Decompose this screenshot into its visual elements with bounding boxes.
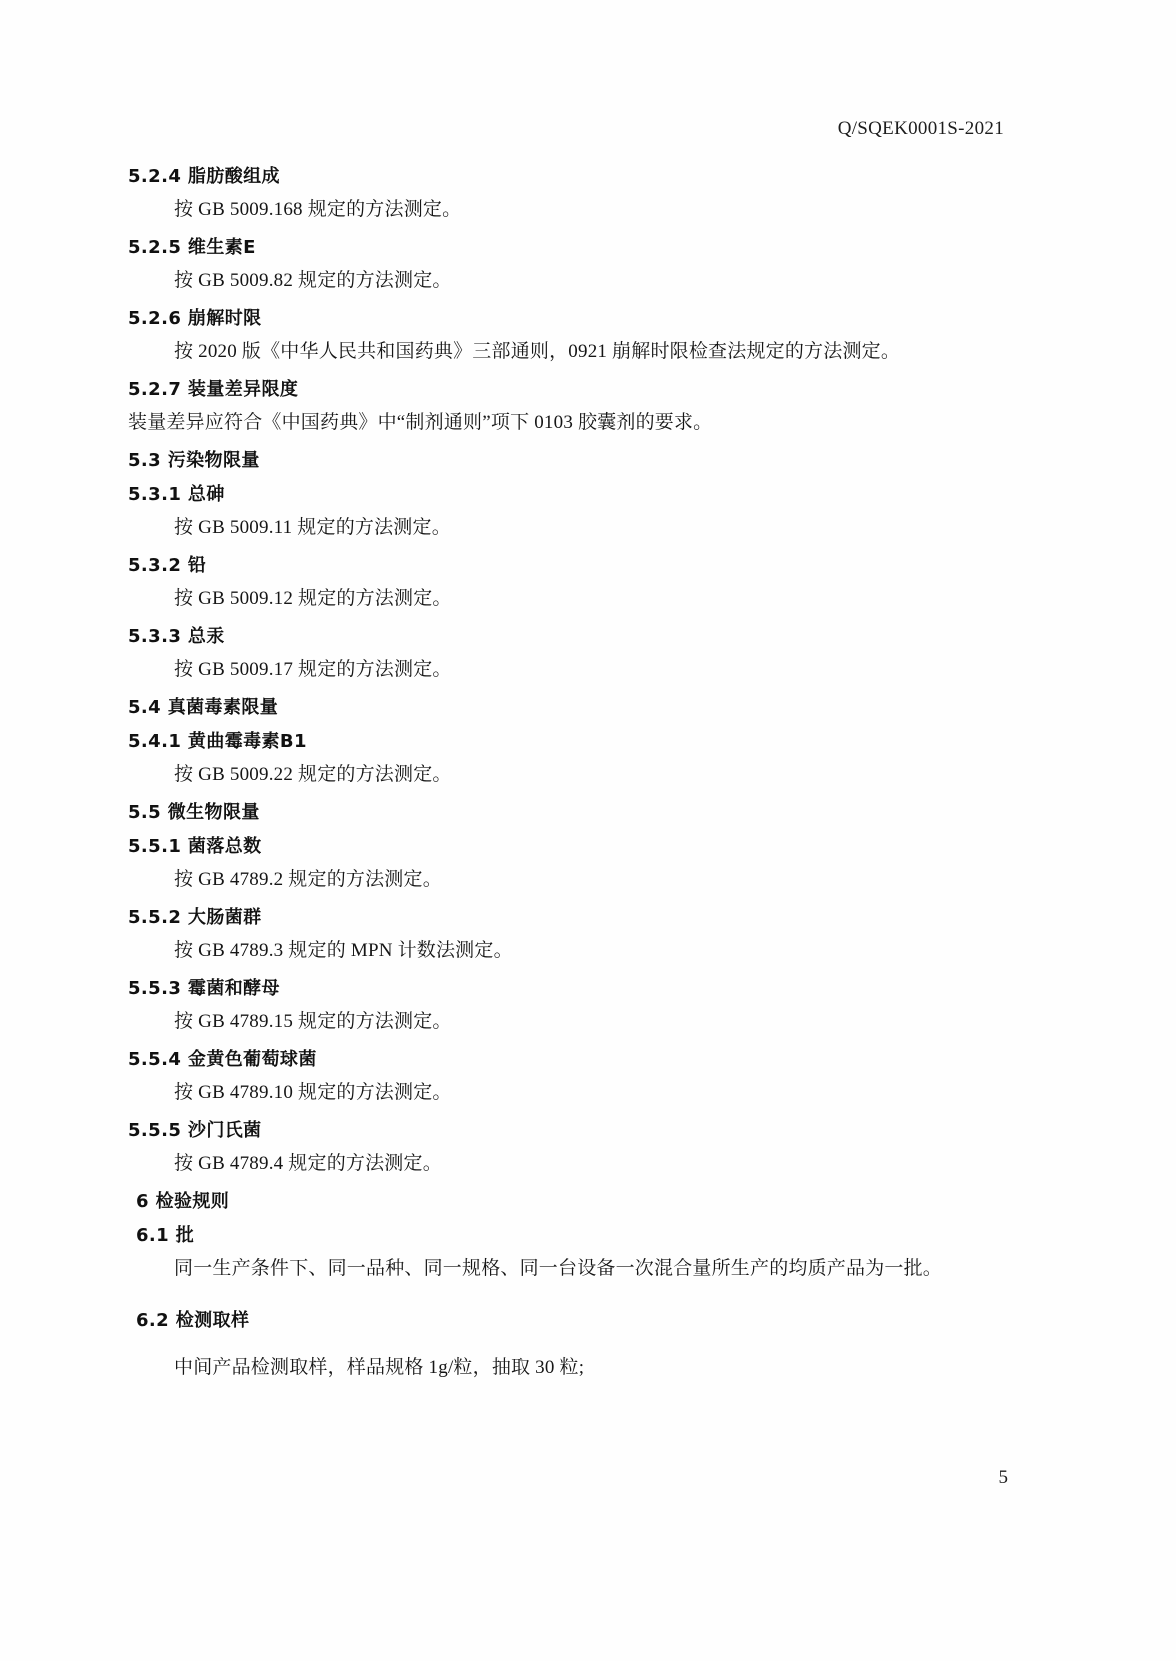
section-5-3-3	[128, 622, 1008, 681]
section-5-5-2	[128, 903, 1008, 962]
section-6-1	[128, 1221, 1008, 1280]
section-body: 按 GB 4789.10 规定的方法测定。	[174, 1082, 452, 1103]
section-heading: 5.5.5 沙门氏菌	[128, 1120, 262, 1141]
section-body: 按 2020 版《中华人民共和国药典》三部通则，0921 崩解时限检查法规定的方法测定。	[174, 341, 901, 362]
section-heading: 5.5.2 大肠菌群	[128, 907, 262, 928]
section-5-2-7	[128, 375, 1008, 434]
section-5-5-1	[128, 832, 1008, 891]
section-body: 按 GB 4789.2 规定的方法测定。	[174, 869, 442, 890]
section-heading: 5.4.1 黄曲霉毒素B1	[128, 731, 307, 752]
section-heading: 5.3 污染物限量	[128, 450, 260, 471]
section-body: 按 GB 4789.3 规定的 MPN 计数法测定。	[174, 940, 513, 961]
section-heading: 5.2.4 脂肪酸组成	[128, 166, 280, 187]
section-5-5-5	[128, 1116, 1008, 1175]
section-heading: 5.2.7 装量差异限度	[128, 379, 299, 400]
section-body: 按 GB 5009.11 规定的方法测定。	[174, 517, 451, 538]
section-body: 按 GB 5009.12 规定的方法测定。	[174, 588, 452, 609]
section-body: 按 GB 5009.82 规定的方法测定。	[174, 270, 452, 291]
section-body: 按 GB 4789.4 规定的方法测定。	[174, 1153, 442, 1174]
section-heading: 6 检验规则	[136, 1191, 230, 1212]
section-5-4	[128, 693, 1008, 719]
section-5-2-4	[128, 162, 1008, 221]
section-heading: 5.2.5 维生素E	[128, 237, 256, 258]
section-body: 按 GB 4789.15 规定的方法测定。	[174, 1011, 452, 1032]
section-heading: 5.3.1 总砷	[128, 484, 225, 505]
section-6	[128, 1187, 1008, 1213]
section-6-2	[128, 1306, 1008, 1379]
section-heading: 6.2 检测取样	[136, 1310, 250, 1331]
section-body: 同一生产条件下、同一品种、同一规格、同一台设备一次混合量所生产的均质产品为一批。	[174, 1258, 943, 1279]
spacer	[128, 1292, 1008, 1306]
page-content	[128, 118, 1008, 1391]
section-5-2-5	[128, 233, 1008, 292]
section-5-4-1	[128, 727, 1008, 786]
section-heading: 5.3.2 铅	[128, 555, 207, 576]
section-heading: 5.5 微生物限量	[128, 802, 260, 823]
section-5-3	[128, 446, 1008, 472]
section-5-5-4	[128, 1045, 1008, 1104]
spacer	[128, 1338, 1008, 1352]
section-body: 按 GB 5009.17 规定的方法测定。	[174, 659, 452, 680]
section-heading: 5.5.4 金黄色葡萄球菌	[128, 1049, 317, 1070]
section-heading: 5.2.6 崩解时限	[128, 308, 262, 329]
section-body: 装量差异应符合《中国药典》中“制剂通则”项下 0103 胶囊剂的要求。	[128, 412, 713, 433]
standard-code-header: Q/SQEK0001S-2021	[837, 118, 1004, 139]
section-5-3-2	[128, 551, 1008, 610]
section-body: 中间产品检测取样，样品规格 1g/粒，抽取 30 粒;	[174, 1357, 585, 1378]
page-number: 5	[998, 1467, 1008, 1488]
section-5-5	[128, 798, 1008, 824]
section-5-2-6	[128, 304, 1008, 363]
section-heading: 6.1 批	[136, 1225, 195, 1246]
section-heading: 5.5.3 霉菌和酵母	[128, 978, 280, 999]
section-body: 按 GB 5009.168 规定的方法测定。	[174, 199, 462, 220]
section-heading: 5.5.1 菌落总数	[128, 836, 262, 857]
section-heading: 5.4 真菌毒素限量	[128, 697, 279, 718]
section-body: 按 GB 5009.22 规定的方法测定。	[174, 764, 452, 785]
section-5-3-1	[128, 480, 1008, 539]
section-heading: 5.3.3 总汞	[128, 626, 225, 647]
section-5-5-3	[128, 974, 1008, 1033]
